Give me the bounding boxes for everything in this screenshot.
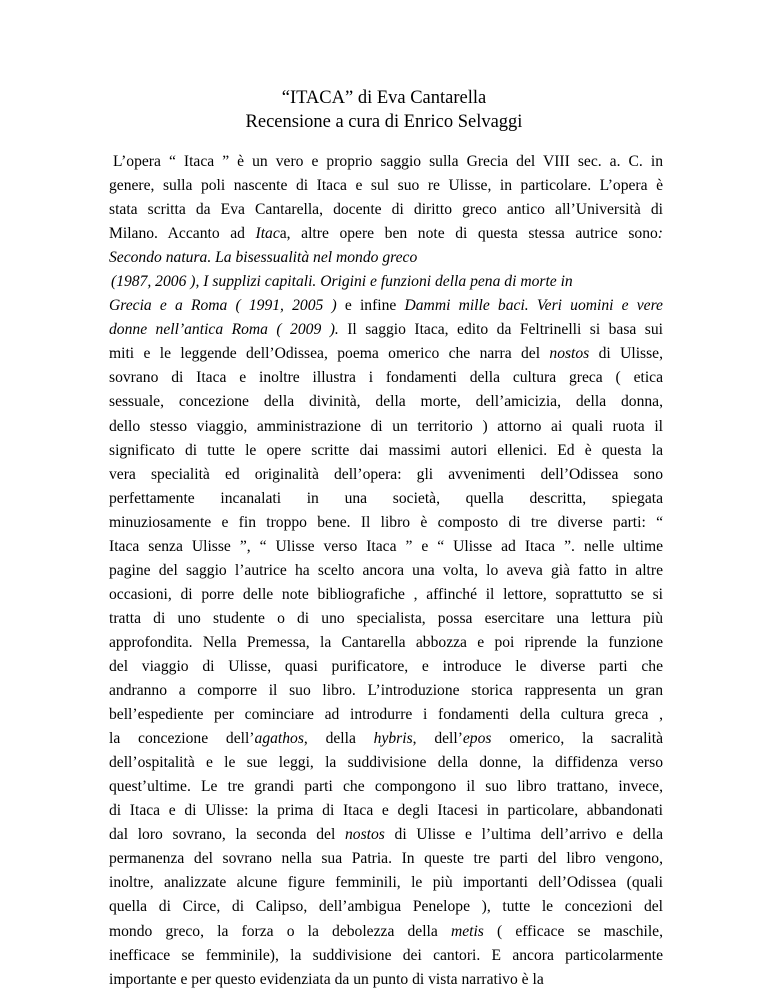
review-body [109,150,663,992]
text-line [109,823,663,847]
text-segment: sessuale, concezione della divinità, della morte, dell’amicizia, della donna, [109,393,663,411]
text-line [109,511,663,535]
text-line [109,270,663,294]
italic-segment: agathos [254,730,304,748]
text-segment: andranno a comporre il suo libro. L’introduzione storica rappresenta un gran [109,682,663,700]
text-line [109,463,663,487]
text-segment: miti e le leggende dell’Odissea, poema omerico che narra del [109,345,550,363]
text-line [109,751,663,775]
italic-segment: epos [462,730,492,748]
text-line [109,487,663,511]
text-segment: di Ulisse, [589,345,663,363]
text-segment: vera specialità ed originalità dell’opera: gli avvenimenti dell’Odissea sono [109,465,663,483]
italic-segment: donne nell’antica Roma ( 2009 ). [109,321,339,339]
text-segment: Itaca senza Ulisse ”, “ Ulisse verso Itaca ” e “ Ulisse ad Itaca ”. nelle ultime [109,537,663,555]
text-line [109,583,663,607]
text-segment: genere, sulla poli nascente di Itaca e sul suo re Ulisse, in particolare. L’opera è [109,177,663,195]
text-segment: , della [303,730,374,748]
text-segment: inoltre, analizzate alcune figure femminili, le più importanti dell’Odissea (quali [109,874,663,892]
text-segment: , dell’ [412,730,463,748]
text-segment: omerico, la sacralità [491,730,663,748]
title-line-1: “ITACA” di Eva Cantarella [281,88,487,108]
text-line [109,799,663,823]
text-line [109,607,663,631]
italic-segment: (1987, 2006 ), I supplizi capitali. Origini e funzioni della pena di morte in [111,273,573,291]
text-segment: e infine [336,297,405,315]
text-line [109,944,663,968]
text-segment: tratta di uno studente o di uno specialista, possa esercitare una lettura più [109,609,663,627]
text-line [109,294,663,318]
title-line-2: Recensione a cura di Enrico Selvaggi [245,112,523,132]
text-segment: approfondita. Nella Premessa, la Cantarella abbozza e poi riprende la funzione [109,633,663,651]
text-line [109,871,663,895]
text-line [109,439,663,463]
text-line [109,198,663,222]
text-segment: L’opera “ Itaca ” è un vero e proprio saggio sulla Grecia del VIII sec. a. C. in [113,153,663,170]
text-segment: minuziosamente e fin troppo bene. Il libro è composto di tre diverse parti: “ [109,513,663,531]
text-line [109,415,663,439]
text-segment: permanenza del sovrano nella sua Patria. In queste tre parti del libro vengono, [109,850,663,868]
text-segment: mondo greco, la forza o la debolezza della [109,922,451,940]
document-title [0,86,768,134]
text-segment: bell’espediente per cominciare ad introdurre i fondamenti della cultura greca , [109,706,663,724]
text-segment: importante e per questo evidenziata da un punto di vista narrativo è la [109,970,544,988]
text-line [109,727,663,751]
text-segment: Milano. Accanto ad [109,225,256,243]
italic-segment: metis [450,922,484,940]
text-line [109,968,663,992]
text-segment: a, altre opere ben note di questa stessa autrice sono [279,225,658,243]
text-segment: occasioni, di porre delle note bibliografiche , affinché il lettore, soprattutto se si [109,585,663,603]
italic-segment: Itac [255,225,280,243]
text-segment: del viaggio di Ulisse, quasi purificatore, e introduce le diverse parti che [109,657,663,675]
text-segment: stata scritta da Eva Cantarella, docente di diritto greco antico all’Università di [109,201,663,219]
text-line [109,631,663,655]
text-line [109,222,663,246]
text-segment: quest’ultime. Le tre grandi parti che compongono il suo libro trattano, invece, [109,778,663,796]
italic-segment: Dammi mille baci. Veri uomini e vere [404,297,663,315]
text-line [109,535,663,559]
text-segment: quella di Circe, di Calipso, dell’ambigua Penelope ), tutte le concezioni del [109,898,663,916]
italic-segment: : [657,225,663,243]
text-line [109,342,663,366]
text-segment: dell’ospitalità e le sue leggi, la suddivisione della donne, la diffidenza verso [109,754,663,772]
text-line [109,246,663,270]
italic-segment: hybris [373,730,413,748]
text-segment: dal loro sovrano, la seconda del [109,826,345,844]
text-segment: perfettamente incanalati in una società, quella descritta, spiegata [109,489,663,507]
italic-segment: Secondo natura. La bisessualità nel mondo greco [109,249,418,267]
italic-segment: nostos [549,345,590,363]
text-segment: di Ulisse e l’ultima dell’arrivo e della [384,826,664,844]
italic-segment: Grecia e a Roma ( 1991, 2005 ) [109,297,337,315]
text-segment: inefficace se femminile), la suddivisione dei cantori. E ancora particolarmente [109,946,663,964]
text-segment: la concezione dell’ [109,730,255,748]
text-segment: Il saggio Itaca, edito da Feltrinelli si basa sui [338,321,663,339]
text-segment: di Itaca e di Ulisse: la prima di Itaca e degli Itacesi in particolare, abbandonati [109,802,663,820]
text-segment: pagine del saggio l’autrice ha scelto ancora una volta, lo aveva già fatto in altre [109,561,663,579]
text-line [109,775,663,799]
text-line [109,366,663,390]
text-line [109,559,663,583]
text-line [109,847,663,871]
text-segment: dello stesso viaggio, amministrazione di un territorio ) attorno ai quali ruota il [109,417,663,435]
text-line [109,150,663,174]
text-line [109,895,663,919]
text-line [109,655,663,679]
text-line [109,174,663,198]
text-segment: ( efficace se maschile, [483,922,663,940]
text-line [109,318,663,342]
text-line [109,920,663,944]
text-segment: sovrano di Itaca e inoltre illustra i fondamenti della cultura greca ( etica [109,369,663,387]
text-segment: significato di tutte le opere scritte dai massimi autori ellenici. Ed è questa la [109,441,663,459]
text-line [109,679,663,703]
text-line [109,703,663,727]
italic-segment: nostos [345,826,385,844]
text-line [109,390,663,414]
